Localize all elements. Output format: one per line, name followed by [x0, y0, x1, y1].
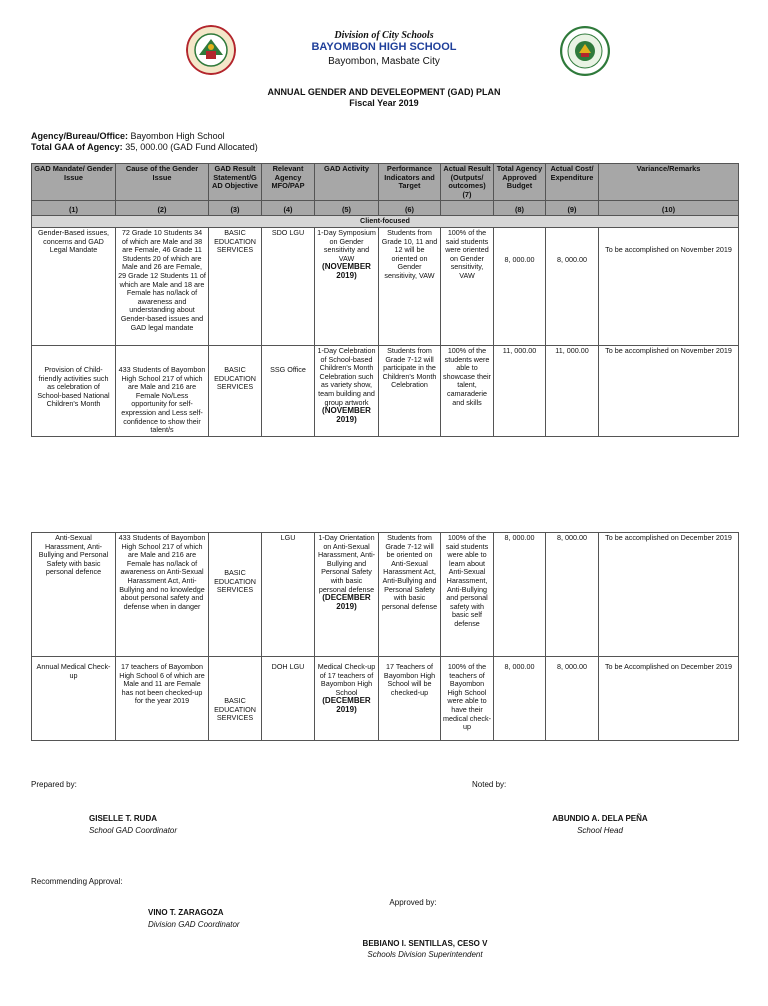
cell-result	[209, 657, 262, 741]
column-number: (5)	[315, 201, 379, 216]
cell-issue: Gender-Based issues, concerns and GAD Legal Mandate	[32, 227, 116, 345]
cell-result	[209, 345, 262, 436]
cost-value: 8, 000.00	[557, 254, 587, 264]
cell-actual: 100% of the said students were oriented on Gender sensitivity, VAW	[441, 227, 494, 345]
result-text: BASIC EDUCATION SERVICES	[214, 696, 256, 723]
school-location: Bayombon, Masbate City	[328, 56, 440, 67]
table-header-row	[32, 164, 739, 201]
cell-budget	[494, 657, 546, 741]
column-header: Cause of the Gender Issue	[116, 164, 209, 201]
column-header: Actual Cost/ Expenditure	[546, 164, 599, 201]
column-number: (1)	[32, 201, 116, 216]
cost-value: 8, 000.00	[557, 662, 587, 671]
cell-actual	[441, 657, 494, 741]
issue-text: Provision of Child-friendly activities such as celebration of School-based National Children's Month	[37, 364, 110, 409]
cell-remarks: To be accomplished on December 2019	[599, 533, 739, 657]
approved-name: BEBIANO I. SENTILLAS, CESO V	[362, 939, 488, 948]
cause-text: 17 teachers of Bayombon High School 6 of which are Male and 11 are Female has not been checked-up for the year 2019	[119, 662, 205, 706]
column-number: (10)	[599, 201, 739, 216]
cell-remarks	[599, 657, 739, 741]
cell-actual: 100% of the students were able to showcase their talent, camaraderie and skills	[441, 345, 494, 436]
column-header: Performance Indicators and Target	[379, 164, 441, 201]
fiscal-year: Fiscal Year 2019	[349, 98, 419, 108]
gaa-line	[31, 142, 258, 152]
activity-date: (NOVEMBER 2019)	[322, 406, 371, 424]
document-title: ANNUAL GENDER AND DEVELEOPMENT (GAD) PLAN	[267, 87, 501, 97]
column-header: Variance/Remarks	[599, 164, 739, 201]
gaa-value: 35, 000.00 (GAD Fund Allocated)	[125, 142, 258, 152]
result-text: BASIC EDUCATION SERVICES	[214, 364, 256, 392]
table-row	[32, 345, 739, 436]
cell-activity	[315, 345, 379, 436]
column-header: Total Agency Approved Budget	[494, 164, 546, 201]
cell-cost: 8, 000.00	[546, 533, 599, 657]
cell-cause: 433 Students of Bayombon High School 217 of which are Male and 216 are Female has no/lack of awareness on Anti-Sexual Harassment Act, Anti-Bullying and no knowledge about personal safety and defense when in danger	[116, 533, 209, 657]
remarks-value: To be accomplished on November 2019	[605, 244, 732, 254]
cell-cost: 11, 000.00	[546, 345, 599, 436]
cell-mfo: SDO LGU	[262, 227, 315, 345]
table-row	[32, 533, 739, 657]
cell-activity	[315, 657, 379, 741]
cell-cause	[116, 345, 209, 436]
column-number: (9)	[546, 201, 599, 216]
cell-result	[209, 533, 262, 657]
cell-indicators: Students from Grade 10, 11 and 12 will be oriented on Gender sensitivity, VAW	[379, 227, 441, 345]
cell-indicators: Students from Grade 7-12 will participate in the Children's Month Celebration	[379, 345, 441, 436]
column-number: (8)	[494, 201, 546, 216]
column-header: GAD Mandate/ Gender Issue	[32, 164, 116, 201]
noted-name: ABUNDIO A. DELA PEÑA	[552, 814, 648, 823]
column-number: (2)	[116, 201, 209, 216]
cell-actual: 100% of the said students were able to learn about Anti-Sexual Harassment, Anti-Bullying and personal safety with basic self defense	[441, 533, 494, 657]
agency-label: Agency/Bureau/Office:	[31, 131, 129, 141]
budget-value: 8, 000.00	[504, 662, 535, 671]
cell-issue	[32, 657, 116, 741]
section-label: Client-focused	[32, 216, 739, 228]
noted-role: School Head	[577, 826, 623, 835]
cell-result: BASIC EDUCATION SERVICES	[209, 227, 262, 345]
recommending-role: Division GAD Coordinator	[148, 920, 240, 929]
cell-remarks: To be accomplished on November 2019	[599, 345, 739, 436]
approved-label: Approved by:	[389, 898, 437, 907]
cell-activity	[315, 227, 379, 345]
gad-plan-table-continued	[31, 532, 739, 741]
approved-role: Schools Division Superintendent	[367, 950, 483, 959]
cell-budget: 8, 000.00	[494, 533, 546, 657]
activity-text: 1-Day Celebration of School-based Children's Month Celebration such as variety show, team building and group artwork	[317, 345, 376, 407]
mfo-text: SSG Office	[270, 364, 306, 374]
activity-date: (NOVEMBER 2019)	[322, 262, 371, 280]
cause-text: 433 Students of Bayombon High School 217 of which are Male and 216 are Female No/Less opportunity for self-expression and Less self-confidence to show their talent/s	[118, 364, 206, 435]
column-header: Actual Result (Outputs/ outcomes) (7)	[441, 164, 494, 201]
recommending-label: Recommending Approval:	[31, 877, 123, 886]
mfo-text: DOH LGU	[271, 662, 305, 671]
activity-date: (DECEMBER 2019)	[322, 593, 371, 611]
column-number	[441, 201, 494, 216]
column-header: Relevant Agency MFO/PAP	[262, 164, 315, 201]
cell-cost	[546, 657, 599, 741]
cell-mfo	[262, 657, 315, 741]
indicators-text: 17 Teachers of Bayombon High School will be checked-up	[383, 662, 436, 697]
column-number: (4)	[262, 201, 315, 216]
cell-mfo: LGU	[262, 533, 315, 657]
cell-indicators	[379, 657, 441, 741]
result-text: BASIC EDUCATION SERVICES	[214, 568, 256, 595]
table-number-row	[32, 201, 739, 216]
column-header: GAD Result Statement/G AD Objective	[209, 164, 262, 201]
column-header: GAD Activity	[315, 164, 379, 201]
prepared-label: Prepared by:	[31, 780, 77, 789]
prepared-name: GISELLE T. RUDA	[89, 814, 158, 823]
activity-text: 1-Day Symposium on Gender sensitivity and VAW	[317, 227, 376, 263]
division-name: Division of City Schools	[334, 30, 434, 41]
cell-activity	[315, 533, 379, 657]
activity-date: (DECEMBER 2019)	[322, 696, 371, 714]
cell-cost	[546, 227, 599, 345]
activity-text: Medical Check-up of 17 teachers of Bayombon High School	[317, 662, 376, 697]
cell-cause	[116, 657, 209, 741]
noted-label: Noted by:	[472, 780, 507, 789]
cell-mfo	[262, 345, 315, 436]
table-row	[32, 227, 739, 345]
cell-remarks	[599, 227, 739, 345]
cell-issue: Anti-Sexual Harassment, Anti-Bullying and Personal Safety with basic personal defence	[32, 533, 116, 657]
activity-text: 1-Day Orientation on Anti-Sexual Harassment, Anti-Bullying and Personal Safety with basic personal defense	[317, 533, 376, 594]
recommending-name: VINO T. ZARAGOZA	[148, 908, 224, 917]
column-number: (6)	[379, 201, 441, 216]
budget-value: 8, 000.00	[504, 254, 535, 264]
agency-line	[31, 131, 225, 141]
cell-cause: 72 Grade 10 Students 34 of which are Male and 38 are Female, 46 Grade 11 Students 20 of which are Male and 26 are Female, 29 Grade 12 Students 11 of which are Male and 18 are Female has no/lack of awareness and understanding about Gender-based issues and GAD legal mandate	[116, 227, 209, 345]
prepared-role: School GAD Coordinator	[89, 826, 178, 835]
school-name: BAYOMBON HIGH SCHOOL	[311, 41, 457, 53]
gad-plan-table	[31, 163, 739, 437]
gaa-label: Total GAA of Agency:	[31, 142, 123, 152]
section-row	[32, 216, 739, 228]
agency-value: Bayombon High School	[130, 131, 225, 141]
issue-text: Annual Medical Check-up	[36, 662, 111, 680]
cell-budget: 11, 000.00	[494, 345, 546, 436]
remarks-value: To be Accomplished on December 2019	[604, 662, 733, 671]
cell-indicators: Students from Grade 7-12 will be oriented on Anti-Sexual Harassment Act, Anti-Bullying and Personal Safety with basic personal defense	[379, 533, 441, 657]
table-row	[32, 657, 739, 741]
actual-text: 100% of the teachers of Bayombon High School were able to have their medical check-up	[443, 662, 491, 732]
cell-budget	[494, 227, 546, 345]
column-number: (3)	[209, 201, 262, 216]
cell-issue	[32, 345, 116, 436]
